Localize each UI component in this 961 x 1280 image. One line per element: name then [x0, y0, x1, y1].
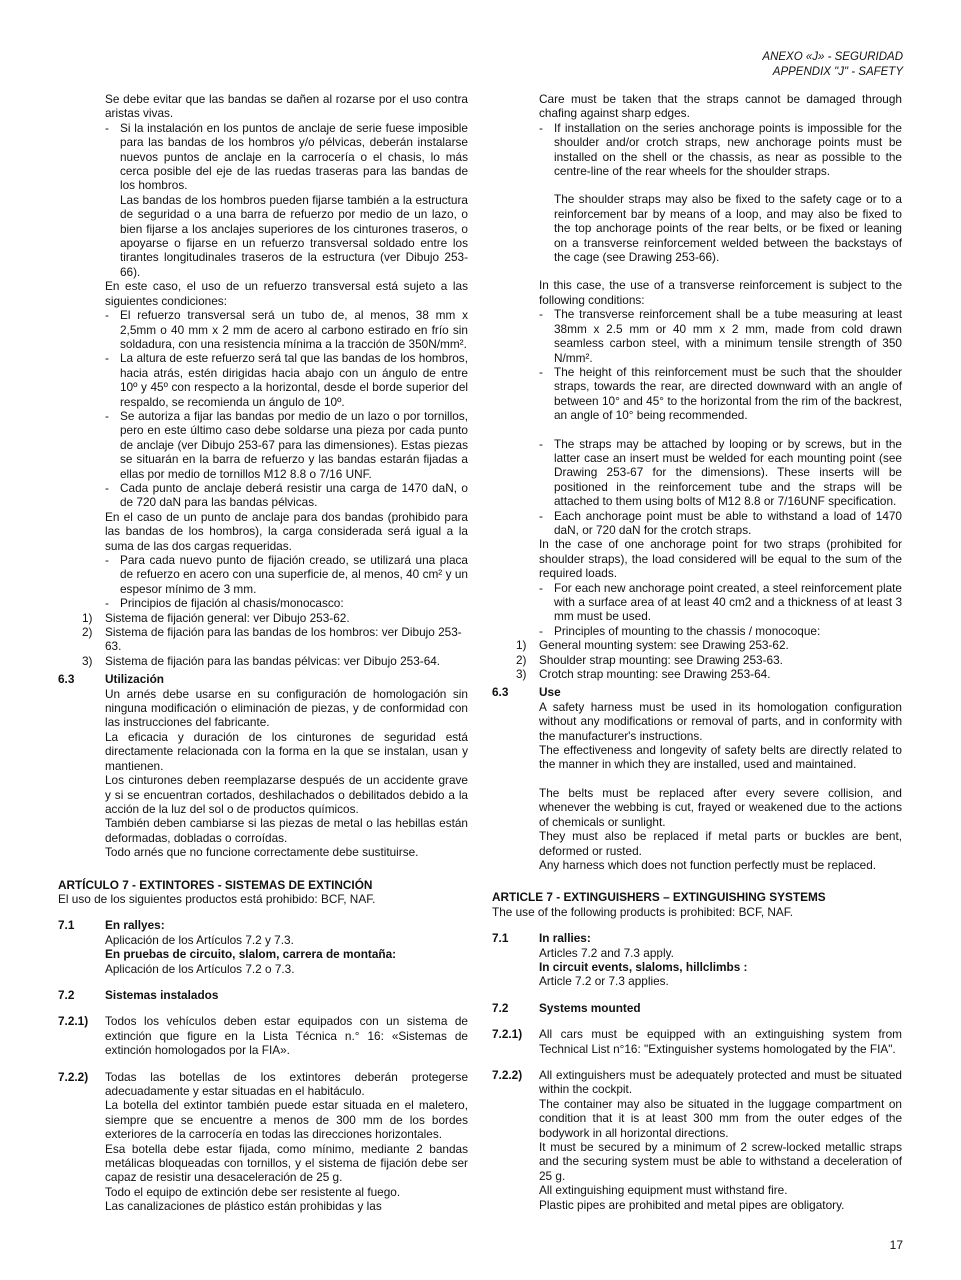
subheading: In circuit events, slaloms, hillclimbs : [539, 959, 748, 974]
bullet-item: - The height of this reinforcement must be such that the shoulder straps, towards the rear, are directed downward with an angle of between 10° and 45° to the horizontal from the rim of the backrest, an angle of 10° being recommended. [492, 365, 902, 423]
section-heading: 6.3 Use [492, 685, 561, 700]
paragraph: Aplicación de los Artículos 7.2 o 7.3. [105, 961, 295, 976]
numbered-section: 7.2.2) Todas las botellas de los extintores deberán protegerse adecuadamente y estar situadas en el habitáculo. [58, 1069, 468, 1098]
bullet-item: - Cada punto de anclaje deberá resistir una carga de 1470 daN, o de 720 daN para las bandas pélvicas. [58, 481, 468, 510]
english-column [492, 92, 902, 1212]
bullet-item: - La altura de este refuerzo será tal que las bandas de los hombros, hacia atrás, estén dirigidas hacia abajo con un ángulo de entre 10º y 45º con respecto a la horizontal, desde el borde superior del respaldo, se recomienda un ángulo de 10º. [58, 351, 468, 409]
paragraph: The shoulder straps may also be fixed to the safety cage or to a reinforcement bar by means of a loop, and may also be fixed to the top anchorage points of the rear belts, or be fixed or leaning on a transverse reinforcement welded between the backstays of the cage (see Drawing 253-66). [554, 192, 902, 265]
section-heading: 7.2 Systems mounted [492, 1000, 641, 1015]
paragraph: Care must be taken that the straps cannot be damaged through chafing against sharp edges. [539, 92, 902, 121]
numbered-section: 7.2.1) All cars must be equipped with an extinguishing system from Technical List n°16: "Extinguisher systems homologated by the FIA". [492, 1027, 902, 1056]
paragraph: Articles 7.2 and 7.3 apply. [539, 945, 674, 960]
bullet-item: - Principios de fijación al chasis/monocasco: [58, 596, 468, 610]
paragraph: En el caso de un punto de anclaje para dos bandas (prohibido para las bandas de los hombros), la carga considerada será igual a la suma de las dos cargas requeridas. [105, 509, 468, 553]
numbered-item: 3) Sistema de fijación para las bandas pélvicas: ver Dibujo 253-64. [82, 653, 441, 668]
paragraph: Any harness which does not function perfectly must be replaced. [539, 857, 877, 872]
paragraph: Todo arnés que no funcione correctamente debe sustituirse. [105, 845, 419, 860]
section-heading: 7.1 In rallies: [492, 931, 591, 946]
numbered-item: 2) Shoulder strap mounting: see Drawing 253-63. [516, 652, 783, 667]
page-number: 17 [889, 1238, 903, 1252]
page-header [762, 50, 903, 80]
bullet-item: - Principles of mounting to the chassis / monocoque: [492, 624, 902, 638]
paragraph: Aplicación de los Artículos 7.2 y 7.3. [105, 932, 294, 947]
numbered-section: 7.2.1) Todos los vehículos deben estar equipados con un sistema de extinción que figure en la Lista Técnica n.° 16: «Sistemas de extinción homologados por la FIA». [58, 1014, 468, 1058]
section-heading: 6.3 Utilización [58, 672, 164, 687]
header-english: APPENDIX "J" - SAFETY [772, 66, 903, 78]
paragraph: Plastic pipes are prohibited and metal pipes are obligatory. [539, 1197, 845, 1212]
paragraph: Esa botella debe estar fijada, como mínimo, mediante 2 bandas metálicas bloqueadas con tornillos, y el sistema de fijación debe ser capaz de resistir una desaceleración de 25 g. [105, 1141, 468, 1185]
paragraph: La botella del extintor también puede estar situada en el maletero, siempre que se encuentre a menos de 300 mm de los bordes exteriores de la carrocería en todas las direcciones horizontales. [105, 1098, 468, 1142]
spanish-column [58, 92, 468, 1214]
paragraph: In this case, the use of a transverse reinforcement is subject to the following conditions: [539, 278, 902, 307]
section-heading: 7.2 Sistemas instalados [58, 987, 219, 1002]
paragraph: También deben cambiarse si las piezas de metal o las hebillas están deformadas, dobladas o corroídas. [105, 816, 468, 845]
paragraph: La eficacia y duración de los cinturones de seguridad está directamente relacionada con la forma en la que se instalan, usan y mantienen. [105, 729, 468, 773]
bullet-item: - Each anchorage point must be able to withstand a load of 1470 daN, or 720 daN for the crotch straps. [492, 509, 902, 538]
article-heading: ARTÍCULO 7 - EXTINTORES - SISTEMAS DE EXTINCIÓN [58, 877, 373, 892]
paragraph: The container may also be situated in the luggage compartment on condition that it is at least 300 mm from the outer edges of the bodywork in all horizontal directions. [539, 1096, 902, 1140]
section-heading: 7.1 En rallyes: [58, 918, 165, 933]
paragraph: En este caso, el uso de un refuerzo transversal está sujeto a las siguientes condiciones: [105, 279, 468, 308]
paragraph: They must also be replaced if metal parts or buckles are bent, deformed or rusted. [539, 829, 902, 858]
paragraph: Se debe evitar que las bandas se dañen al rozarse por el uso contra aristas vivas. [105, 92, 468, 121]
numbered-item: 1) Sistema de fijación general: ver Dibujo 253-62. [82, 610, 350, 625]
header-spanish: ANEXO «J» - SEGURIDAD [762, 51, 903, 63]
paragraph: Un arnés debe usarse en su configuración de homologación sin ninguna modificación o eliminación de piezas, y de conformidad con las instrucciones del fabricante. [105, 686, 468, 730]
bullet-item: - Para cada nuevo punto de fijación creado, se utilizará una placa de refuerzo en acero con una superficie de, al menos, 40 cm² y un espesor mínimo de 3 mm. [58, 553, 468, 596]
bullet-item: - The straps may be attached by looping or by screws, but in the latter case an insert must be welded for each mounting point (see Drawing 253-67 for the dimensions). These inserts will be positioned in the reinforcement tube and the straps will be attached to them using bolts of M12 8.8 or 7/16UNF specification. [492, 437, 902, 509]
article-heading: ARTICLE 7 - EXTINGUISHERS – EXTINGUISHING SYSTEMS [492, 890, 826, 905]
paragraph: Las canalizaciones de plástico están prohibidas y las [105, 1199, 382, 1214]
numbered-item: 3) Crotch strap mounting: see Drawing 253-64. [516, 667, 771, 682]
paragraph: El uso de los siguientes productos está prohibido: BCF, NAF. [58, 891, 376, 906]
paragraph: Los cinturones deben reemplazarse después de un accidente grave y si se encuentran cortados, deshilachados o debilitados debido a la acción de la luz del sol o de productos químicos. [105, 773, 468, 816]
paragraph: In the case of one anchorage point for two straps (prohibited for shoulder straps), the load considered will be equal to the sum of the required loads. [539, 537, 902, 581]
bullet-item: - If installation on the series anchorage points is impossible for the shoulder and/or crotch straps, new anchorage points must be installed on the shell or the chassis, as near as possible to the centre-line of the rear wheels for the shoulder straps. [492, 121, 902, 179]
paragraph: Todo el equipo de extinción debe ser resistente al fuego. [105, 1184, 401, 1199]
bullet-item: - The transverse reinforcement shall be a tube measuring at least 38mm x 2.5 mm or 40 mm x 2 mm, made from cold drawn seamless carbon steel, with a minimum tensile strength of 350 N/mm². [492, 307, 902, 365]
bullet-item: - For each new anchorage point created, a steel reinforcement plate with a surface area of at least 40 cm2 and a thickness of at least 3 mm must be used. [492, 581, 902, 624]
numbered-item: 1) General mounting system: see Drawing 253-62. [516, 638, 789, 653]
paragraph: A safety harness must be used in its homologation configuration without any modifications or removal of parts, and in conformity with the manufacturer's instructions. [539, 699, 902, 743]
bullet-item: - El refuerzo transversal será un tubo de, al menos, 38 mm x 2,5mm o 40 mm x 2 mm de acero al carbono estirado en frío sin soldadura, con una resistencia mínima a la tracción de 350N/mm². [58, 308, 468, 351]
bullet-item: - Se autoriza a fijar las bandas por medio de un lazo o por tornillos, pero en este último caso debe soldarse una pieza por cada punto de anclaje (ver Dibujo 253-67 para las dimensiones). Estas piezas se situarán en la barra de refuerzo y las bandas estarán fijadas a ellas por medio de tornillos M12 8.8 o 7/16 UNF. [58, 409, 468, 481]
paragraph: The effectiveness and longevity of safety belts are directly related to the manner in which they are installed, used and maintained. [539, 743, 902, 772]
numbered-item: 2) Sistema de fijación para las bandas de los hombros: ver Dibujo 253-63. [82, 625, 462, 654]
paragraph: The use of the following products is prohibited: BCF, NAF. [492, 904, 793, 919]
bullet-item: - Si la instalación en los puntos de anclaje de serie fuese imposible para las bandas de los hombros y/o pélvicas, deberán instalarse nuevos puntos de anclaje en la carrocería o el chasis, lo más cerca posible del eje de las ruedas traseras para las bandas de los hombros. [58, 121, 468, 193]
paragraph: It must be secured by a minimum of 2 screw-locked metallic straps and the securing system must be able to withstand a deceleration of 25 g. [539, 1140, 902, 1183]
paragraph: The belts must be replaced after every severe collision, and whenever the webbing is cut, frayed or weakened due to the actions of chemicals or sunlight. [539, 785, 902, 829]
subheading: En pruebas de circuito, slalom, carrera de montaña: [105, 947, 397, 962]
paragraph: Article 7.2 or 7.3 applies. [539, 974, 669, 989]
paragraph: All extinguishing equipment must withstand fire. [539, 1183, 788, 1198]
numbered-section: 7.2.2) All extinguishers must be adequately protected and must be situated within the cockpit. [492, 1067, 902, 1097]
paragraph: Las bandas de los hombros pueden fijarse también a la estructura de seguridad o a una barra de refuerzo por medio de un lazo, o bien fijarse a los anclajes superiores de los cinturones traseros, o apoyarse o fijarse en un refuerzo transversal soldado entre los tirantes longitudinales traseros de la estructura (ver Dibujo 253-66). [120, 192, 468, 279]
